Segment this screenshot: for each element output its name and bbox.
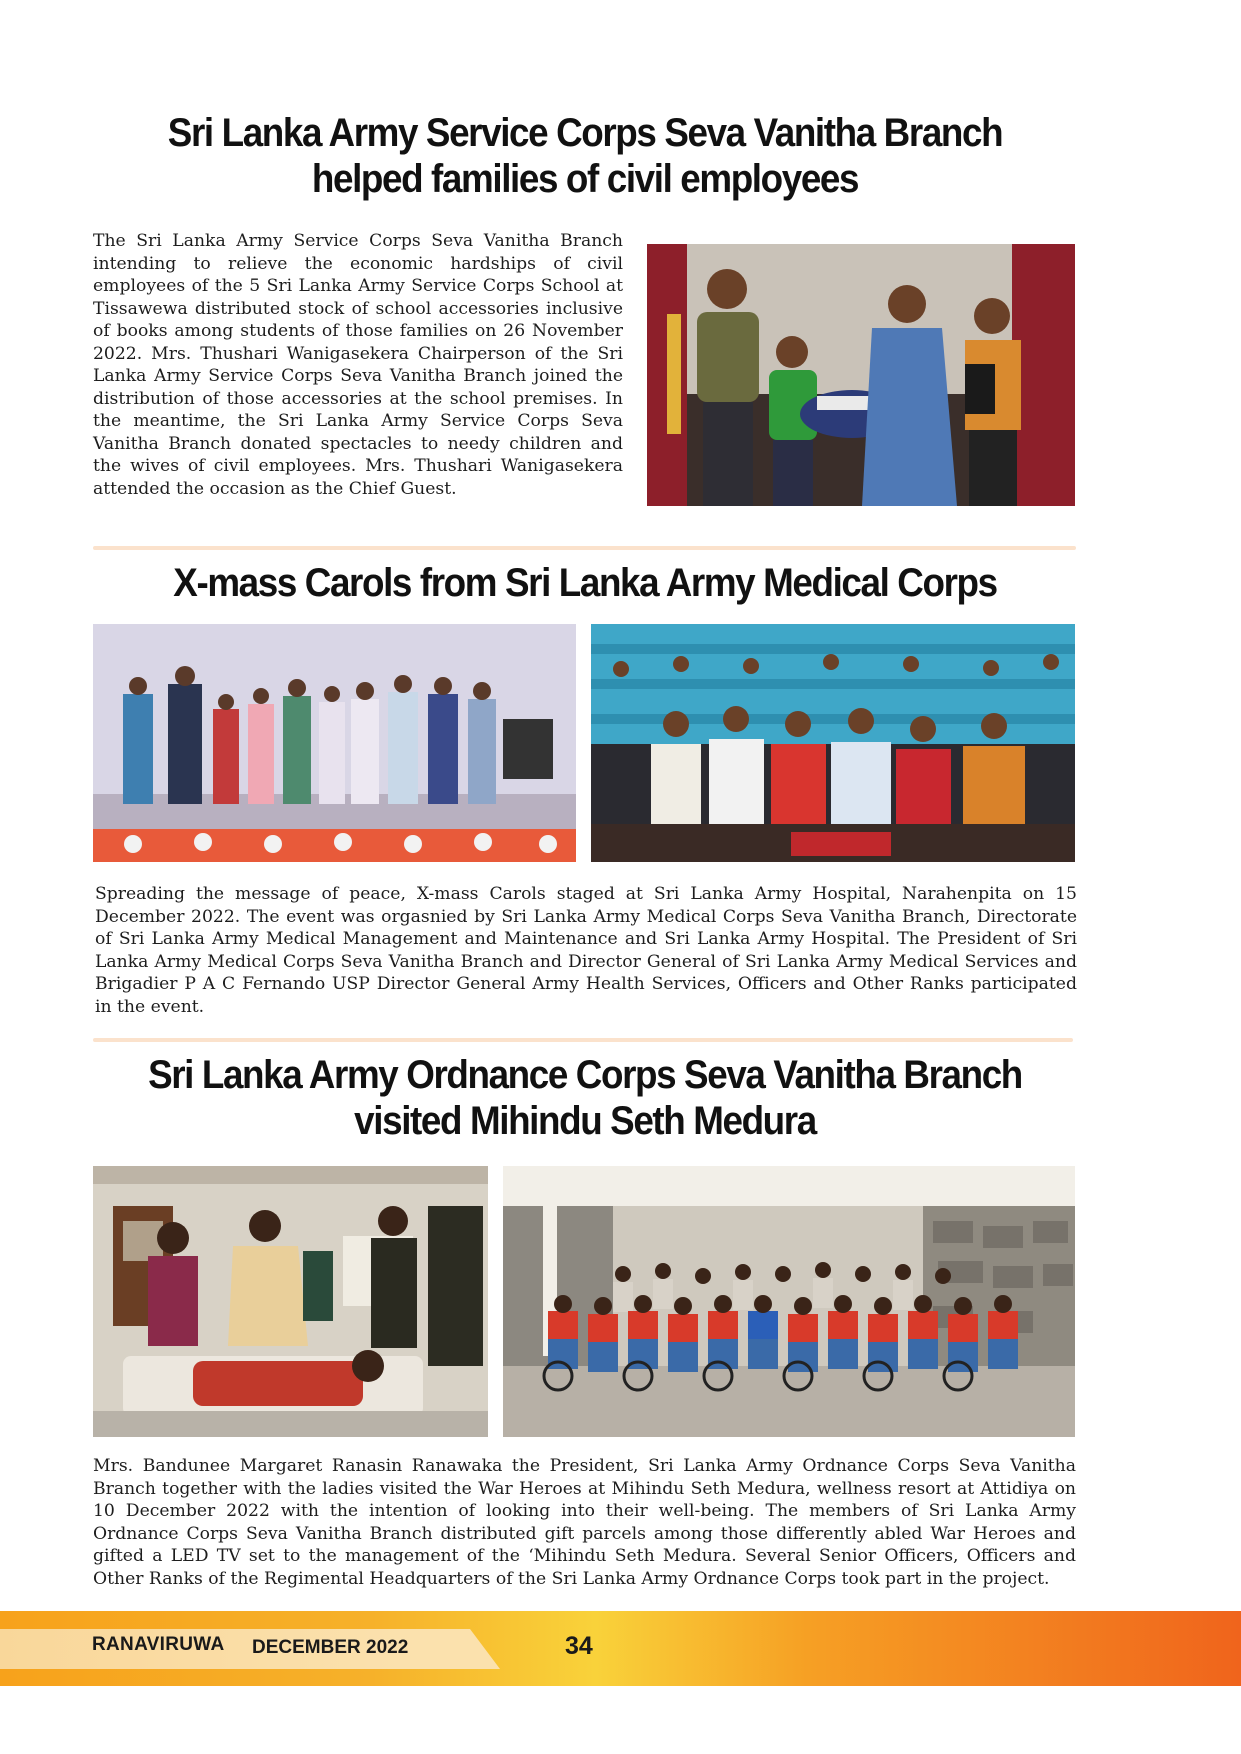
article-2-body: Spreading the message of peace, X-mass Carols staged at Sri Lanka Army Hospital, Narahenpita on 15 December 2022. The event was orgasnied by Sri Lanka Army Medical Corps Seva Vanitha Branch, Directorate of Sri Lanka Army Medical Management and Maintenance and Sri Lanka Army Hospital. The President of Sri Lanka Army Medical Corps Seva Vanitha Branch and Director General of Sri Lanka Army Medical Services and Brigadier P A C Fernando USP Director General Army Health Services, Officers and Other Ranks participated in the event.	[95, 884, 1077, 1017]
section-divider	[93, 546, 1076, 550]
section-divider	[93, 1038, 1073, 1042]
footer-issue: DECEMBER 2022	[252, 1637, 409, 1658]
article-2-photo-audience	[591, 624, 1075, 862]
article-1-body: The Sri Lanka Army Service Corps Seva Vanitha Branch intending to relieve the economic hardships of civil employees of the 5 Sri Lanka Army Service Corps School at Tissawewa distributed stock of school accessories inclusive of books among students of those families on 26 November 2022. Mrs. Thushari Wanigasekera Chairperson of the Sri Lanka Army Service Corps Seva Vanitha Branch joined the distribution of those accessories at the school premises. In the meantime, the Sri Lanka Army Service Corps Seva Vanitha Branch donated spectacles to needy children and the wives of civil employees. Mrs. Thushari Wanigasekera attended the occasion as the Chief Guest.	[93, 231, 623, 499]
article-1-headline: Sri Lanka Army Service Corps Seva Vanitha Branch helped families of civil employees	[167, 111, 1003, 201]
article-3-photo-group	[503, 1166, 1075, 1437]
article-2-headline: X-mass Carols from Sri Lanka Army Medical Corps	[173, 561, 997, 605]
article-3-body: Mrs. Bandunee Margaret Ranasin Ranawaka the President, Sri Lanka Army Ordnance Corps Seva Vanitha Branch together with the ladies visited the War Heroes at Mihindu Seth Medura, wellness resort at Attidiya on 10 December 2022 with the intention of looking into their well-being. The members of Sri Lanka Army Ordnance Corps Seva Vanitha Branch distributed gift parcels among those differently abled War Heroes and gifted a LED TV set to the management of the ‘Mihindu Seth Medura. Several Senior Officers, Officers and Other Ranks of the Regimental Headquarters of the Sri Lanka Army Ordnance Corps took part in the project.	[93, 1456, 1076, 1589]
article-1-photo-school-distribution	[647, 244, 1075, 506]
article-2-photo-carol-stage	[93, 624, 576, 862]
footer-tab	[0, 1629, 500, 1669]
page-number: 34	[565, 1632, 593, 1660]
footer-publication: RANAVIRUWA	[92, 1634, 225, 1655]
article-3-headline: Sri Lanka Army Ordnance Corps Seva Vanitha Branch visited Mihindu Seth Medura	[148, 1053, 1022, 1143]
article-3-photo-hospital-visit	[93, 1166, 488, 1437]
